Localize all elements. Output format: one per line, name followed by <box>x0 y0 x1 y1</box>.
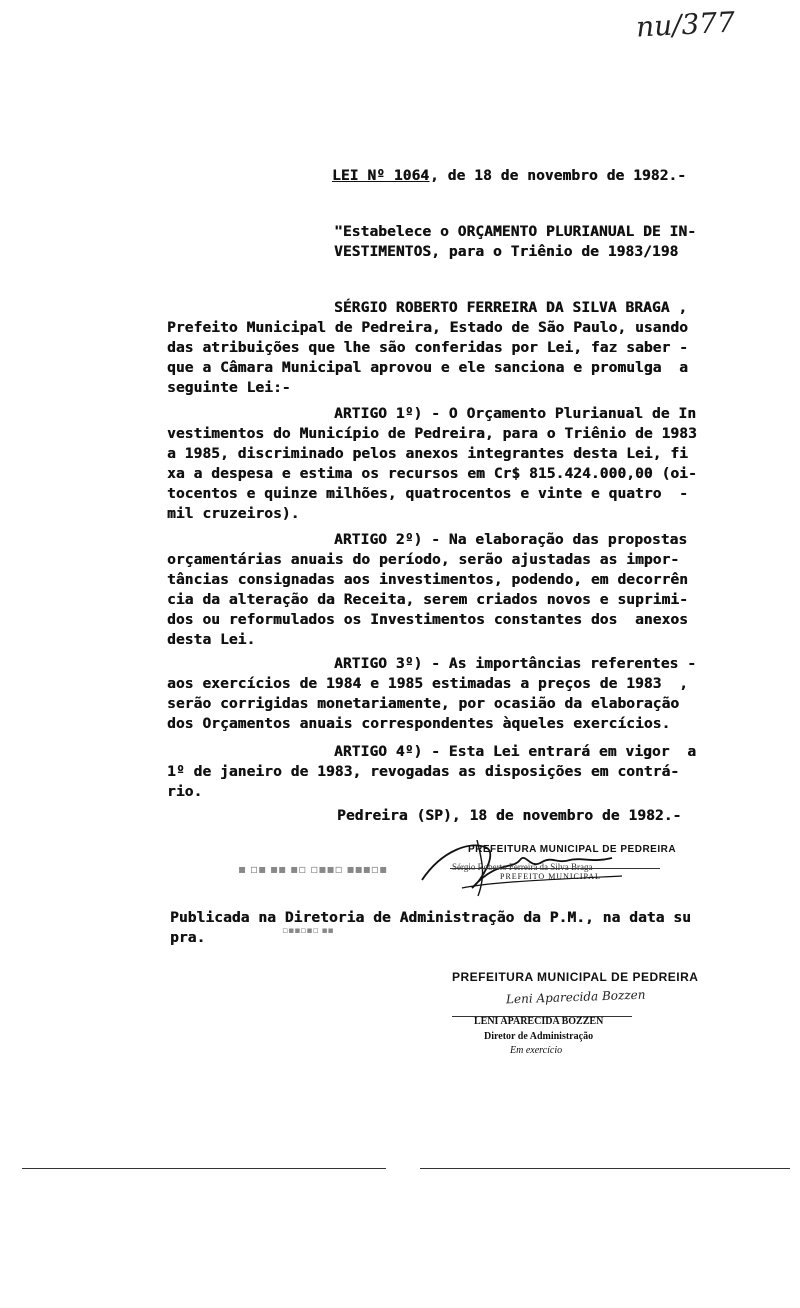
bleed-through-marks: ▫▪▪▫▪▫ ▪▪ <box>282 926 334 936</box>
preamble-line: Prefeito Municipal de Pedreira, Estado de São Paulo, usando <box>167 320 688 336</box>
place-date: Pedreira (SP), 18 de novembro de 1982.- <box>337 808 682 824</box>
article-2-line: tâncias consignadas aos investimentos, podendo, em decorrên <box>167 572 688 588</box>
preamble-line: que a Câmara Municipal aprovou e ele sanciona e promulga a <box>167 360 688 376</box>
article-4-line: 1º de janeiro de 1983, revogadas as disposições em contrá- <box>167 764 680 780</box>
publication-line: pra. <box>170 930 206 946</box>
director-stamp-title: PREFEITURA MUNICIPAL DE PEDREIRA <box>452 970 699 984</box>
article-1-line: xa a despesa e estima os recursos em Cr$ 815.424.000,00 (oi- <box>167 466 697 482</box>
law-number: LEI Nº 1064 <box>332 168 430 184</box>
publication-line: Publicada na Diretoria de Administração da P.M., na data su <box>170 910 691 926</box>
director-status: Em exercício <box>510 1045 563 1056</box>
preamble-line: seguinte Lei:- <box>167 380 291 396</box>
article-3-line: aos exercícios de 1984 e 1985 estimadas a preços de 1983 , <box>167 676 688 692</box>
mayor-stamp-title: PREFEITURA MUNICIPAL DE PEDREIRA <box>468 844 677 855</box>
ementa-line: "Estabelece o ORÇAMENTO PLURIANUAL DE IN- <box>334 224 697 240</box>
article-1-line: a 1985, discriminado pelos anexos integrantes desta Lei, fi <box>167 446 688 462</box>
mayor-name: SÉRGIO ROBERTO FERREIRA DA SILVA BRAGA , <box>334 300 688 316</box>
ementa-line: VESTIMENTOS, para o Triênio de 1983/198 <box>334 244 679 260</box>
bleed-through-marks: ▪ ▫▪ ▪▪ ▪▫ ▫▪▪▫ ▪▪▪▫▪ <box>238 862 388 876</box>
law-date: , de 18 de novembro de 1982.- <box>430 168 687 184</box>
director-role: Diretor de Administração <box>484 1031 594 1042</box>
article-1-heading: ARTIGO 1º) - O Orçamento Plurianual de In <box>334 406 697 422</box>
article-2-line: desta Lei. <box>167 632 256 648</box>
footer-rule <box>22 1168 386 1169</box>
article-4-heading: ARTIGO 4º) - Esta Lei entrará em vigor a <box>334 744 697 760</box>
article-3-line: serão corrigidas monetariamente, por ocasião da elaboração <box>167 696 680 712</box>
director-name: LENI APARECIDA BOZZEN <box>474 1016 604 1027</box>
article-3-line: dos Orçamentos anuais correspondentes àqueles exercícios. <box>167 716 671 732</box>
article-1-line: mil cruzeiros). <box>167 506 300 522</box>
mayor-name-stamp: Sérgio Roberto Ferreira da Silva Braga <box>452 862 593 872</box>
mayor-role-stamp: PREFEITO MUNICIPAL <box>500 872 601 881</box>
article-1-line: tocentos e quinze milhões, quatrocentos e vinte e quatro - <box>167 486 688 502</box>
article-1-line: vestimentos do Município de Pedreira, para o Triênio de 1983 <box>167 426 697 442</box>
article-2-heading: ARTIGO 2º) - Na elaboração das propostas <box>334 532 688 548</box>
article-4-line: rio. <box>167 784 203 800</box>
article-2-line: cia da alteração da Receita, serem criados novos e suprimi- <box>167 592 688 608</box>
article-2-line: orçamentárias anuais do período, serão ajustadas as impor- <box>167 552 680 568</box>
page-reference: nu/377 <box>635 5 736 44</box>
footer-rule <box>420 1168 790 1169</box>
director-signature: Leni Aparecida Bozzen <box>505 987 646 1007</box>
preamble-line: das atribuições que lhe são conferidas por Lei, faz saber - <box>167 340 688 356</box>
article-3-heading: ARTIGO 3º) - As importâncias referentes - <box>334 656 697 672</box>
article-2-line: dos ou reformulados os Investimentos constantes dos anexos <box>167 612 688 628</box>
